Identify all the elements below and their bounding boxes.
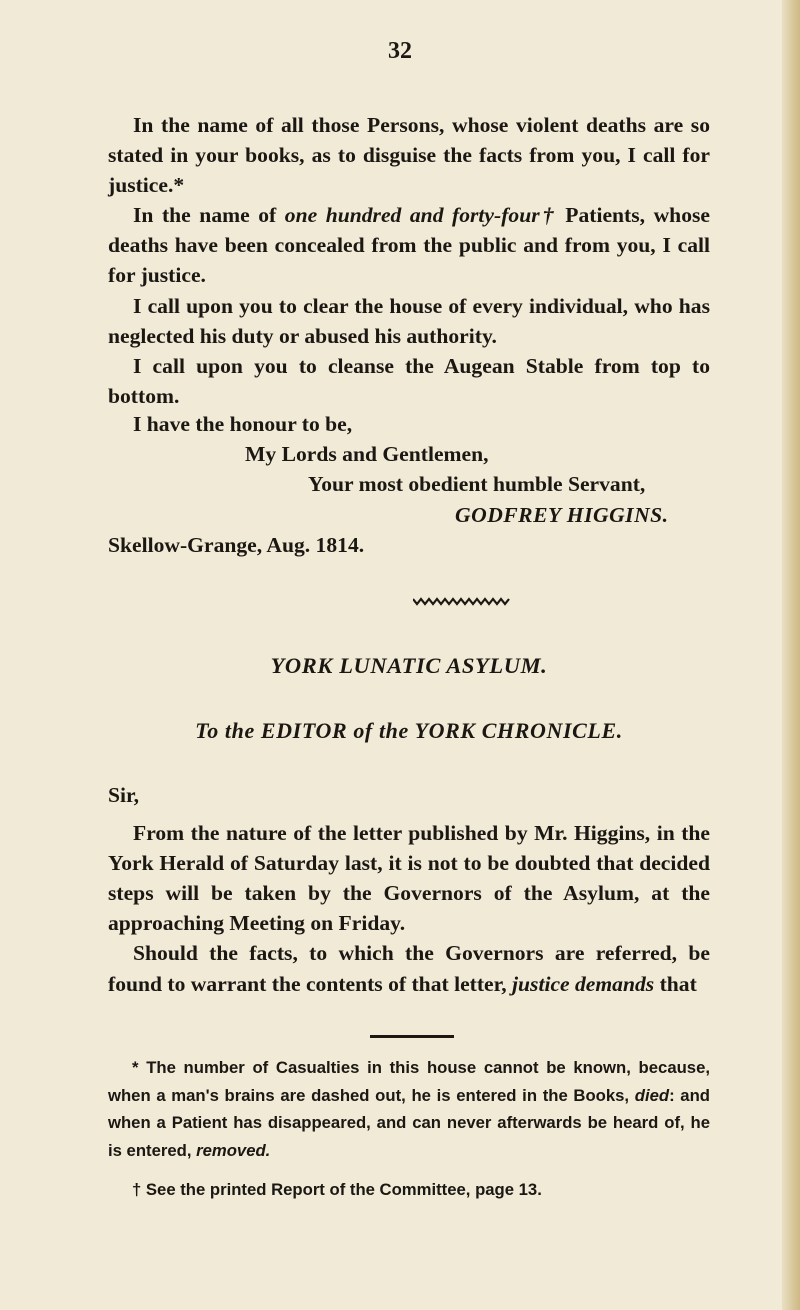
place-and-date: Skellow-Grange, Aug. 1814. — [108, 533, 365, 557]
section-title: YORK LUNATIC ASYLUM. — [270, 653, 548, 678]
letter-body — [108, 110, 710, 411]
footnote-1-died: died — [634, 1085, 670, 1105]
ornament-divider — [413, 596, 511, 606]
closing-line-1: I have the honour to be, — [133, 412, 353, 436]
letter-paragraph-2-start: In the name of — [133, 203, 285, 228]
salutation: Sir, — [108, 783, 140, 807]
letter-paragraph-2-end: Patients, whose deaths have been concealed from the public and from you, I call for justice. — [108, 203, 710, 288]
footnote-1-start: * The number of Casualties in this house cannot be known, because, when a man's brains are dashed out, he is entered in the Books, — [108, 1058, 710, 1105]
footnote-rule — [370, 1035, 454, 1038]
letter-paragraph-3: I call upon you to clear the house of every individual, who has neglected his duty or abused his authority. — [108, 293, 710, 348]
editor-paragraph-1: From the nature of the letter published by Mr. Higgins, in the York Herald of Saturday last, it is not to be doubted that decided steps will be taken by the Governors of the Asylum, at the approaching Meeting on Friday. — [108, 821, 710, 936]
letter-paragraph-2-italic: one hundred and forty-four† — [284, 203, 557, 228]
editor-paragraph-2-italic: justice demands — [512, 971, 655, 996]
footnote-1-middle: : and when a Patient has disappeared, and can never afterwards be heard of, he is entered, — [108, 1085, 710, 1160]
closing-line-3: Your most obedient humble Servant, — [308, 472, 646, 496]
editor-letter-body — [108, 780, 710, 999]
letter-paragraph-4: I call upon you to cleanse the Augean Stable from top to bottom. — [108, 353, 710, 408]
page-number: 32 — [388, 38, 412, 64]
letter-paragraph-1: In the name of all those Persons, whose violent deaths are so stated in your books, as to disguise the facts from you, I call for justice.* — [108, 113, 710, 198]
editor-paragraph-2-start: Should the facts, to which the Governors are referred, be found to warrant the contents of that letter, — [108, 941, 710, 996]
section-subtitle-text: To the EDITOR of the YORK CHRONICLE. — [195, 718, 623, 743]
letter-paragraph-2 — [108, 200, 710, 290]
footnote-2: † See the printed Report of the Committee, page 13. — [132, 1180, 542, 1199]
page-edge-shadow — [782, 0, 800, 1310]
footnote-1 — [108, 1054, 710, 1164]
section-subtitle — [108, 718, 710, 744]
editor-paragraph-2 — [108, 938, 710, 998]
closing-line-2: My Lords and Gentlemen, — [245, 442, 489, 466]
editor-paragraph-2-end: that — [654, 971, 697, 996]
footnote-1-removed: removed. — [196, 1140, 271, 1160]
signature: GODFREY HIGGINS. — [455, 503, 669, 527]
